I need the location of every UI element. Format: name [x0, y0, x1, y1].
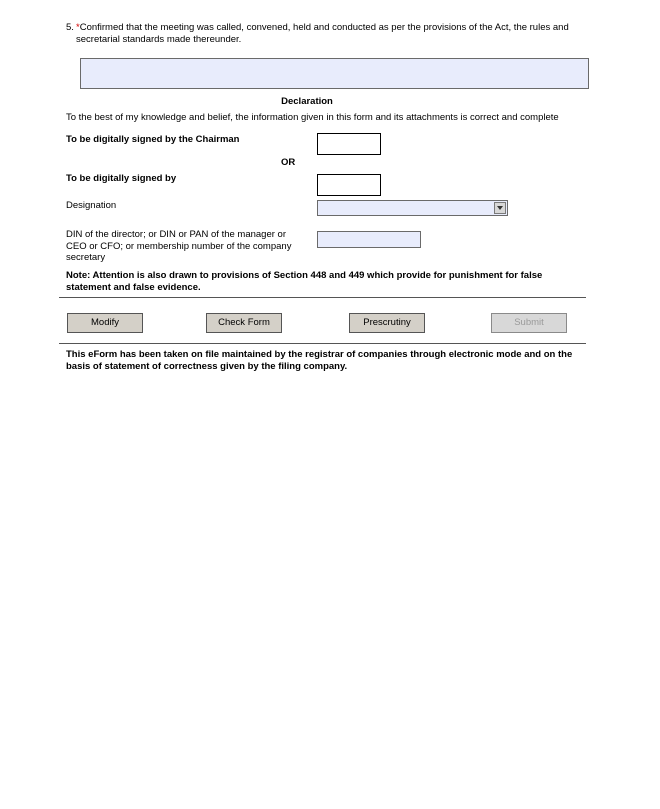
signed-by-label: To be digitally signed by — [66, 173, 177, 184]
divider-top — [59, 297, 586, 298]
designation-label: Designation — [66, 200, 117, 211]
designation-dropdown[interactable] — [317, 200, 508, 216]
prescrutiny-button[interactable]: Prescrutiny — [349, 313, 425, 333]
item-5-label: Confirmed that the meeting was called, convened, held and conducted as per the provisions of the Act, the rules and secretarial standards made thereunder. — [76, 22, 569, 45]
modify-button[interactable]: Modify — [67, 313, 143, 333]
signed-by-signature-box[interactable] — [317, 174, 381, 196]
chairman-signature-label: To be digitally signed by the Chairman — [66, 134, 240, 145]
declaration-text: To the best of my knowledge and belief, the information given in this form and its attachments is correct and complete — [66, 112, 559, 123]
note-text: Note: Attention is also drawn to provisions of Section 448 and 449 which provide for punishment for false statement and false evidence. — [66, 270, 543, 293]
din-label: DIN of the director; or DIN or PAN of the manager or CEO or CFO; or membership number of the company secretary — [66, 229, 292, 263]
check-form-button[interactable]: Check Form — [206, 313, 282, 333]
chairman-signature-box[interactable] — [317, 133, 381, 155]
chevron-down-icon[interactable] — [494, 202, 506, 214]
submit-button[interactable]: Submit — [491, 313, 567, 333]
din-input[interactable] — [317, 231, 421, 248]
footer-note: This eForm has been taken on file maintained by the registrar of companies through electronic mode and on the basis of statement of correctness given by the filing company. — [66, 349, 573, 372]
required-marker: * — [76, 22, 80, 33]
or-label: OR — [281, 157, 296, 168]
item-5-number: 5. — [66, 22, 74, 33]
divider-bottom — [59, 343, 586, 344]
item-5-text — [76, 22, 586, 46]
declaration-title: Declaration — [281, 96, 333, 107]
item-5-textarea[interactable] — [80, 58, 589, 89]
item-5-confirmation — [66, 22, 586, 46]
